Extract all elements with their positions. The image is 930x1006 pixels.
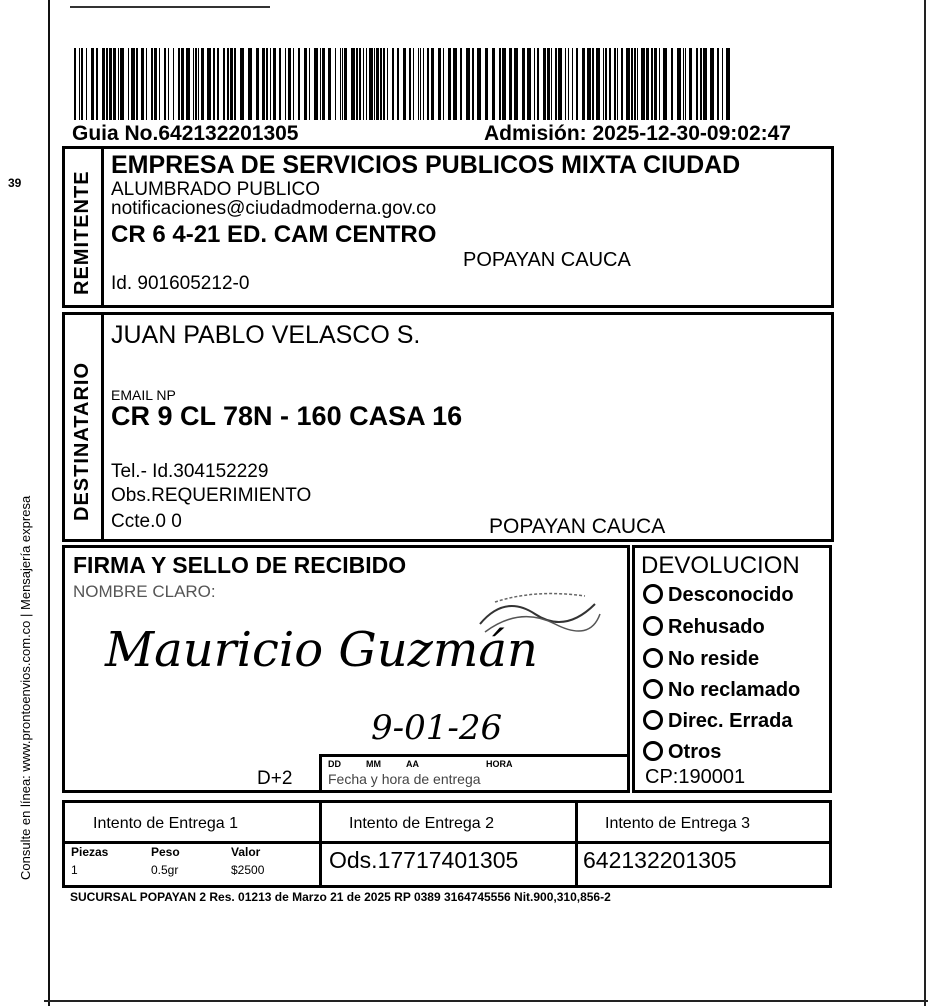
barcode-bar [380,48,382,120]
barcode-bar [522,48,525,120]
barcode-bar [359,48,361,120]
option-label: Rehusado [668,616,765,638]
intento-2-header: Intento de Entrega 2 [349,815,494,832]
destinatario-address: CR 9 CL 78N - 160 CASA 16 [111,401,463,431]
date-field-mm: MM [366,759,381,769]
destinatario-ccte: Ccte.0 0 [111,511,182,532]
barcode-bar [96,48,98,120]
barcode-bar [159,48,160,120]
piezas-label: Piezas [71,845,109,859]
barcode-bar [587,48,591,120]
barcode-bar [499,48,501,120]
destinatario-name: JUAN PABLO VELASCO S. [111,321,421,349]
barcode-bar [722,48,723,120]
intento-3-header: Intento de Entrega 3 [605,815,750,832]
barcode-bar [193,48,194,120]
barcode-bar [617,48,618,120]
top-edge [70,6,270,8]
barcode-bar [230,48,233,120]
barcode-bar [527,48,531,120]
barcode-bar [703,48,707,120]
barcode-bar [534,48,535,120]
barcode-bar [120,48,124,120]
barcode-bar [466,48,470,120]
barcode-bar [201,48,204,120]
barcode-bar [248,48,252,120]
destinatario-tel: Tel.- Id.304152229 [111,461,269,482]
barcode-bar [631,48,633,120]
piezas-value: 1 [71,863,78,877]
barcode-bar [509,48,512,120]
barcode-bar [485,48,488,120]
barcode-bar [113,48,116,120]
barcode-bar [582,48,585,120]
barcode-bar [131,48,135,120]
barcode-bar [634,48,636,120]
date-field-hora: HORA [486,759,513,769]
barcode-bar [651,48,653,120]
barcode-bar [102,48,105,120]
destinatario-box [62,312,834,542]
barcode-bar [198,48,199,120]
option-no-reclamado [643,679,800,702]
barcode-bar [288,48,291,120]
barcode-bar [314,48,318,120]
d-plus-two: D+2 [257,768,293,789]
barcode-bar [186,48,190,120]
barcode-bar [366,48,367,120]
barcode [74,48,734,120]
intentos-divider-2 [575,803,578,885]
barcode-bar [558,48,562,120]
barcode-bar [109,48,112,120]
barcode-bar [141,48,144,120]
admision-date: Admisión: 2025-12-30-09:02:47 [484,122,791,145]
remitente-name: EMPRESA DE SERVICIOS PUBLICOS MIXTA CIUDAD [111,151,741,179]
right-edge [924,0,926,1006]
barcode-bar [351,48,355,120]
barcode-bar [217,48,219,120]
option-rehusado [643,616,765,639]
barcode-bar [320,48,321,120]
barcode-bar [273,48,276,120]
barcode-bar [427,48,429,120]
destinatario-city: POPAYAN CAUCA [489,515,666,538]
barcode-bar [671,48,673,120]
barcode-bar [605,48,607,120]
barcode-bar [262,48,265,120]
barcode-bar [81,48,83,120]
barcode-bar [637,48,638,120]
barcode-bar [178,48,180,120]
barcode-bar [154,48,157,120]
intentos-row-divider [65,841,829,844]
barcode-bar [502,48,506,120]
margin-number: 39 [8,176,22,190]
barcode-bar [477,48,481,120]
barcode-bar [551,48,552,120]
radio-circle-icon [643,648,663,668]
barcode-bar [363,48,364,120]
barcode-bar [663,48,667,120]
signature-text: Mauricio Guzmán [105,622,538,678]
intentos-box [62,800,832,888]
barcode-bar [726,48,730,120]
peso-value: 0.5gr [151,863,179,877]
barcode-bar [418,48,419,120]
barcode-bar [514,48,518,120]
date-field-caption: Fecha y hora de entrega [328,771,481,787]
barcode-bar [374,48,375,120]
barcode-bar [356,48,358,120]
barcode-bar [279,48,281,120]
radio-circle-icon [643,679,663,699]
barcode-bar [438,48,441,120]
bottom-edge [44,1000,928,1002]
barcode-bar [168,48,169,120]
option-label: Otros [668,741,722,763]
barcode-bar [106,48,108,120]
barcode-bar [460,48,462,120]
barcode-bar [453,48,457,120]
barcode-bar [409,48,411,120]
barcode-bar [91,48,94,120]
barcode-bar [213,48,215,120]
option-label: Desconocido [668,584,794,606]
barcode-bar [710,48,714,120]
radio-circle-icon [643,616,663,636]
barcode-bar [293,48,294,120]
barcode-bar [118,48,119,120]
barcode-bar [342,48,343,120]
remitente-box [62,146,834,308]
barcode-bar [376,48,379,120]
barcode-bar [614,48,616,120]
barcode-bar [74,48,76,120]
option-label: Direc. Errada [668,710,793,732]
devolucion-title: DEVOLUCION [641,552,800,579]
barcode-bar [195,48,197,120]
remitente-city: POPAYAN CAUCA [463,249,631,271]
nombre-claro-label: NOMBRE CLARO: [73,582,216,601]
postal-code: CP:190001 [645,766,746,788]
guia-number: Guia No.642132201305 [72,122,299,145]
barcode-bar [304,48,307,120]
date-field-dd: DD [328,759,341,769]
barcode-bar [309,48,310,120]
firma-title: FIRMA Y SELLO DE RECIBIDO [73,552,407,578]
destinatario-label: DESTINATARIO [71,361,93,521]
date-field-aa: AA [406,759,419,769]
barcode-bar [136,48,138,120]
barcode-bar [234,48,236,120]
barcode-bar [576,48,578,120]
destinatario-obs: Obs.REQUERIMIENTO [111,485,312,506]
barcode-bar [568,48,569,120]
devolucion-box [632,545,832,793]
barcode-bar [256,48,259,120]
barcode-bar [689,48,692,120]
remitente-label: REMITENTE [71,170,93,295]
barcode-bar [335,48,336,120]
option-direc-errada [643,710,793,733]
valor-label: Valor [231,845,261,859]
barcode-bar [472,48,474,120]
barcode-bar [685,48,686,120]
barcode-bar [387,48,388,120]
barcode-bar [146,48,147,120]
barcode-bar [340,48,341,120]
barcode-bar [603,48,604,120]
barcode-bar [322,48,325,120]
intento-1-header: Intento de Entrega 1 [93,815,238,832]
barcode-bar [223,48,225,120]
remitente-divider [101,149,104,305]
barcode-bar [298,48,300,120]
radio-circle-icon [643,741,663,761]
barcode-bar [285,48,286,120]
barcode-bar [181,48,184,120]
barcode-bar [397,48,399,120]
barcode-bar [659,48,660,120]
destinatario-email: EMAIL NP [111,387,176,403]
barcode-bar [403,48,406,120]
barcode-bar [717,48,719,120]
barcode-bar [492,48,495,120]
barcode-bar [383,48,385,120]
footer-text: SUCURSAL POPAYAN 2 Res. 01213 de Marzo 21 de 2025 RP 0389 3164745556 Nit.900,310,856-2 [70,890,611,904]
barcode-bar [555,48,557,120]
barcode-bar [626,48,630,120]
option-no-reside [643,648,759,671]
barcode-bar [270,48,271,120]
barcode-bar [164,48,166,120]
barcode-bar [151,48,153,120]
radio-circle-icon [643,584,663,604]
barcode-bar [677,48,681,120]
option-desconocido [643,584,794,607]
destinatario-divider [101,315,104,539]
barcode-bar [128,48,129,120]
barcode-bar [448,48,451,120]
barcode-bar [413,48,414,120]
ods-number: Ods.17717401305 [329,847,519,873]
handwritten-date: 9-01-26 [371,708,503,748]
barcode-bar [547,48,550,120]
option-otros [643,741,721,764]
remitente-id: Id. 901605212-0 [111,273,250,294]
guia-number-box: 642132201305 [583,847,737,873]
date-field-box [319,754,629,792]
barcode-bar [565,48,566,120]
barcode-bar [621,48,623,120]
barcode-bar [543,48,546,120]
barcode-bar [344,48,347,120]
firma-box [62,545,630,793]
barcode-bar [537,48,539,120]
barcode-bar [423,48,424,120]
intentos-divider-1 [319,803,322,885]
barcode-bar [86,48,87,120]
remitente-dept: ALUMBRADO PUBLICO [111,179,321,200]
barcode-bar [420,48,421,120]
barcode-bar [696,48,698,120]
valor-value: $2500 [231,863,265,877]
barcode-bar [240,48,244,120]
barcode-bar [609,48,611,120]
barcode-bar [646,48,649,120]
barcode-bar [592,48,594,120]
barcode-bar [431,48,434,120]
option-label: No reside [668,648,760,670]
barcode-bar [596,48,600,120]
barcode-bar [227,48,229,120]
barcode-bar [369,48,373,120]
barcode-bar [654,48,657,120]
barcode-bar [173,48,174,120]
side-note: Consulte en línea: www.prontoenvios.com.co | Mensajería expresa [18,495,33,880]
remitente-email: notificaciones@ciudadmoderna.gov.co [111,198,437,219]
barcode-bar [641,48,645,120]
barcode-bar [266,48,268,120]
radio-circle-icon [643,710,663,730]
barcode-bar [443,48,444,120]
barcode-bar [392,48,394,120]
barcode-bar [700,48,702,120]
barcode-bar [572,48,573,120]
remitente-address: CR 6 4-21 ED. CAM CENTRO [111,221,437,248]
barcode-bar [328,48,331,120]
barcode-bar [79,48,80,120]
option-label: No reclamado [668,679,801,701]
peso-label: Peso [151,845,180,859]
barcode-bar [683,48,684,120]
barcode-bar [207,48,211,120]
